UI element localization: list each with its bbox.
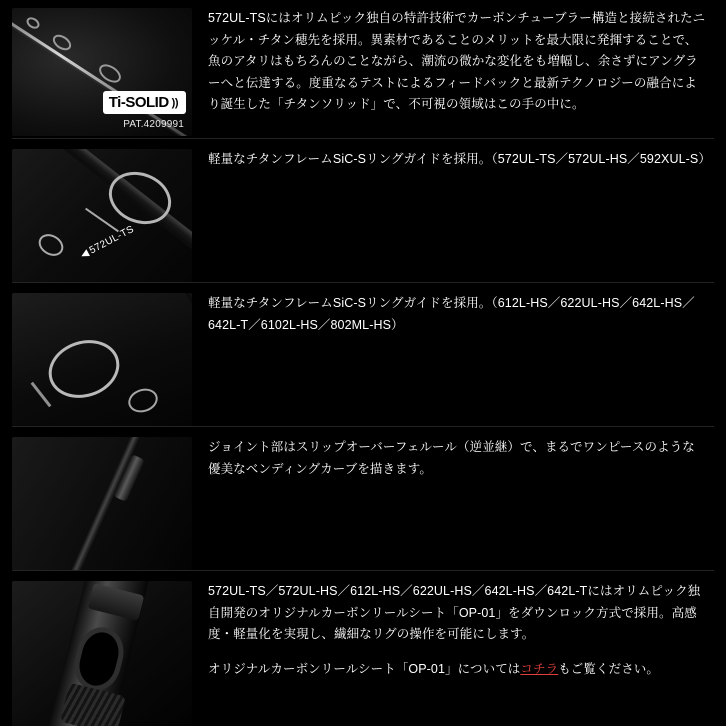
- guide-ring-icon: [41, 331, 127, 407]
- signal-wave-icon: )): [171, 96, 178, 109]
- feature-text-sic-s-guide-1: [192, 149, 714, 171]
- feature-text-sic-s-guide-2: [192, 293, 714, 336]
- model-label-text: 572UL-TS: [87, 223, 137, 257]
- feature-section-ti-solid: [12, 0, 714, 138]
- rod-blank-graphic: [164, 293, 192, 412]
- feature-section-sic-s-guide-2: [12, 283, 714, 426]
- paragraph-with-link: [208, 659, 706, 681]
- paragraph: 572UL-TSにはオリムピック独自の特許技術でカーボンチューブラー構造と接続されたニッケル・チタン穂先を採用。異素材であることのメリットを最大限に発揮することで、魚のアタリはもちろんのことながら、潮流の微かな変化をも増幅し、余さずにアングラーへと伝達する。度重なるテストによるフィードバックと最新テクノロジーの融合により誕生した「チタンソリッド」で、不可視の領域はこの手の中に。: [208, 11, 706, 111]
- guide-ring-icon: [24, 15, 41, 31]
- guide-wrap-graphic: [31, 382, 52, 407]
- feature-text-reel-seat: [192, 581, 714, 680]
- paragraph: 軽量なチタンフレームSiC-Sリングガイドを採用。（612L-HS／622UL-HS／642L-HS／642L-T／6102L-HS／802ML-HS）: [208, 296, 695, 332]
- text-after-link: もご覧ください。: [558, 661, 660, 676]
- guide-ring-icon: [35, 230, 68, 260]
- joint-ferrule-photo: [12, 437, 192, 570]
- feature-section-sic-s-guide-1: [12, 139, 714, 282]
- feature-text-ti-solid: [192, 8, 714, 116]
- rod-blank-graphic: [56, 437, 163, 570]
- details-link[interactable]: コチラ: [520, 661, 559, 676]
- patent-number: PAT.4209991: [123, 119, 184, 130]
- carbon-reel-seat-photo: [12, 581, 192, 726]
- ti-solid-badge-text: Ti-SOLID: [108, 94, 169, 111]
- rod-tip-ti-solid-photo: [12, 8, 192, 136]
- model-label: [79, 224, 136, 261]
- guide-ring-icon: [125, 385, 161, 416]
- feature-text-joint: [192, 437, 714, 480]
- text-before-link: オリジナルカーボンリールシート「OP-01」については: [208, 661, 521, 676]
- sic-s-guide-photo-2: [12, 293, 192, 426]
- ti-solid-badge: [103, 91, 186, 114]
- sic-s-guide-photo-1: [12, 149, 192, 282]
- paragraph: ジョイント部はスリップオーバーフェルール（逆並継）で、まるでワンピースのような優美なベンディングカーブを描きます。: [208, 440, 695, 476]
- paragraph: 軽量なチタンフレームSiC-Sリングガイドを採用。（572UL-TS／572UL-HS／592XUL-S）: [208, 152, 711, 166]
- paragraph: 572UL-TS／572UL-HS／612L-HS／622UL-HS／642L-HS／642L-Tにはオリムピック独自開発のオリジナルカーボンリールシート「OP-01」をダウンロック方式で採用。高感度・軽量化を実現し、繊細なリグの操作を可能にします。: [208, 584, 701, 641]
- feature-section-reel-seat: [12, 571, 714, 721]
- arrow-icon: ◀: [78, 247, 92, 262]
- guide-frame-graphic: [85, 208, 119, 233]
- feature-section-joint: [12, 427, 714, 570]
